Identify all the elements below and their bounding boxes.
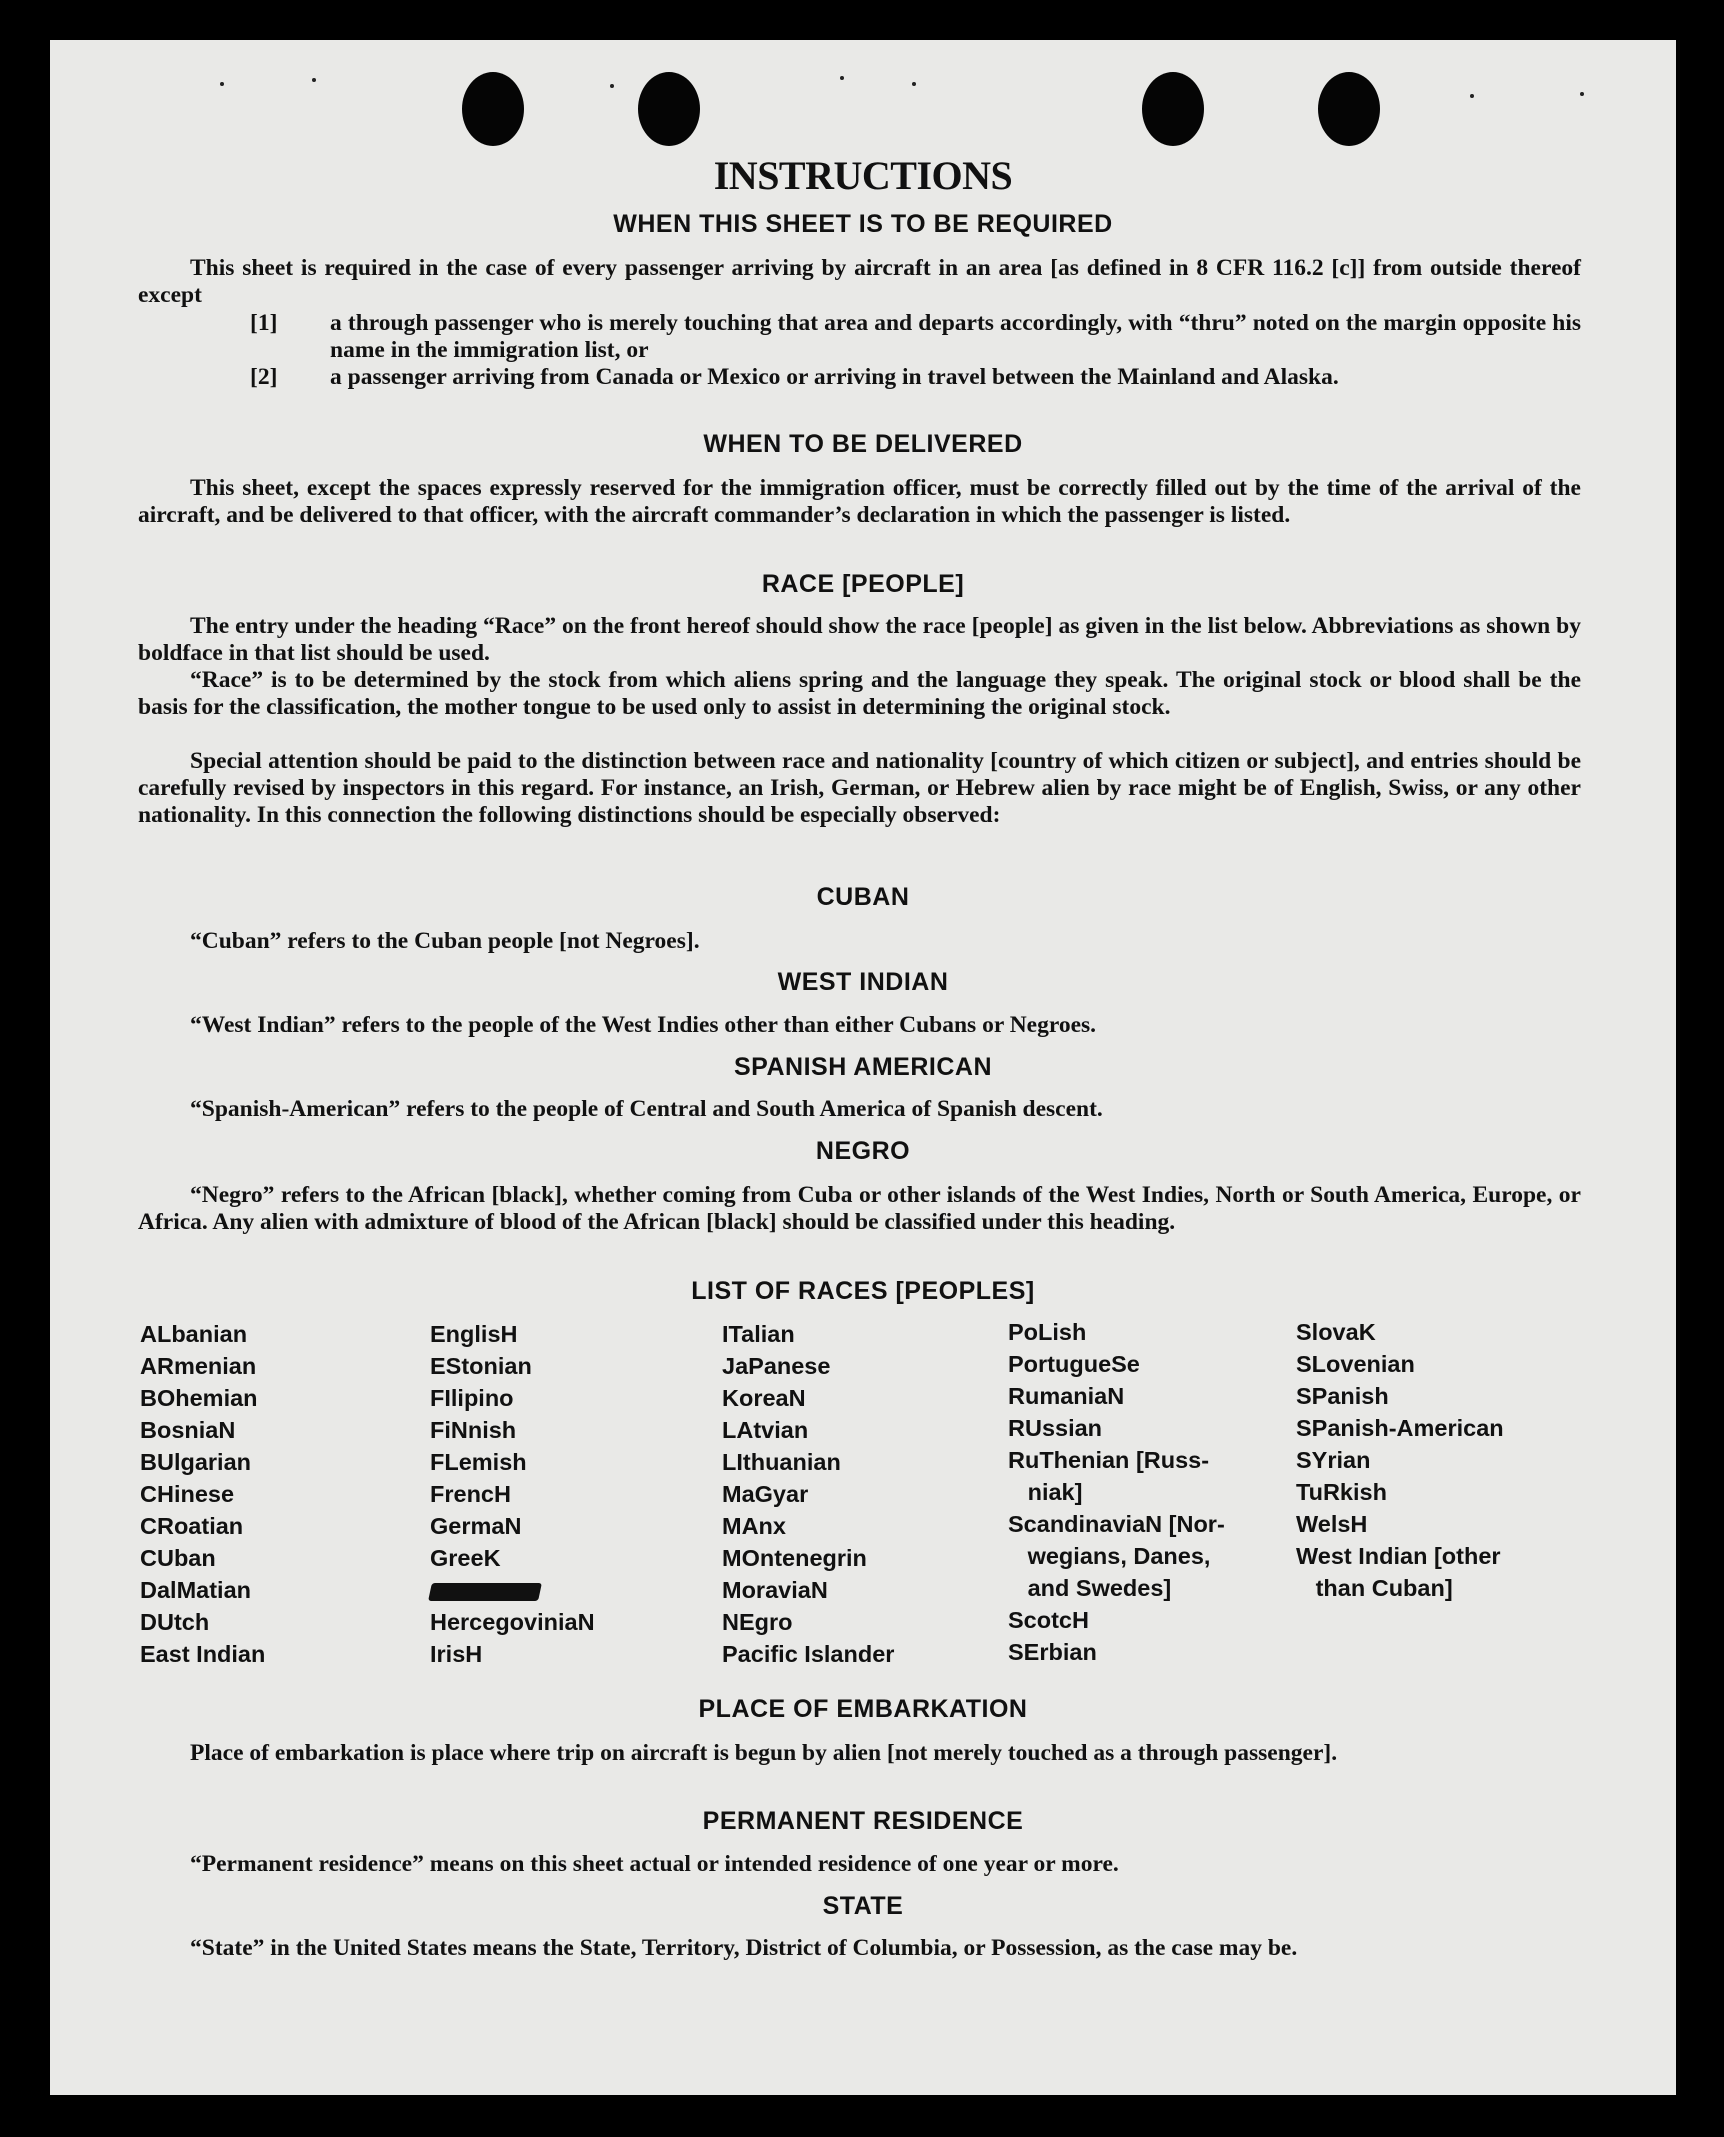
race-item: BOhemian [140,1385,258,1411]
heading-race: RACE [PEOPLE] [761,570,965,598]
heading-permanent-residence: PERMANENT RESIDENCE [702,1807,1024,1835]
race-item: KoreaN [722,1385,806,1411]
item-number: [1] [250,310,278,336]
race-item: BUlgarian [140,1449,251,1475]
race-item: EStonian [430,1353,532,1379]
redacted-entry [430,1574,595,1606]
para-negro: “Negro” refers to the African [black], whether coming from Cuba or other islands of the West Indies, North or South America, Europe, or Africa. Any alien with admixture of blood of the African [black] should be classified under this heading. [138,1182,1581,1235]
race-item: MOntenegrin [722,1545,867,1571]
heading-when-delivered: WHEN TO BE DELIVERED [703,430,1023,458]
race-item: FiNnish [430,1417,517,1443]
race-item: MaGyar [722,1481,809,1507]
race-item: DUtch [140,1609,210,1635]
para-state: “State” in the United States means the State, Territory, District of Columbia, or Possession, as the case may be. [190,1935,1298,1961]
race-item: BosniaN [140,1417,236,1443]
para-race-2: “Race” is to be determined by the stock from which aliens spring and the language they speak. The original stock or blood shall be the basis for the classification, the mother tongue to be used only to assist in determining the original stock. [138,667,1581,720]
race-column-1 [140,1318,265,1670]
race-item: LIthuanian [722,1449,841,1475]
para-race-3: Special attention should be paid to the distinction between race and nationality [country of which citizen or subject], and entries should be carefully revised by inspectors in this regard. For instance, an Irish, German, or Hebrew alien by race might be of English, Swiss, or any other nationality. In this connection the following distinctions should be especially observed: [138,748,1581,828]
race-item: SErbian [1008,1639,1097,1665]
race-item: and Swedes] [1008,1575,1172,1601]
race-item: CUban [140,1545,216,1571]
speck [610,84,614,88]
race-item: SPanish [1296,1383,1389,1409]
heading-cuban: CUBAN [816,883,910,911]
punch-hole [1142,72,1204,146]
race-item: TuRkish [1296,1479,1387,1505]
race-item: ScotcH [1008,1607,1089,1633]
race-item: RuThenian [Russ- [1008,1447,1210,1473]
race-item: RUssian [1008,1415,1103,1441]
race-item: SYrian [1296,1447,1371,1473]
race-item: SPanish-American [1296,1415,1504,1441]
punch-hole [638,72,700,146]
race-item: Pacific Islander [722,1641,895,1667]
race-item: GermaN [430,1513,522,1539]
race-item: JaPanese [722,1353,831,1379]
para-permanent-residence: “Permanent residence” means on this sheet actual or intended residence of one year or more. [190,1851,1119,1877]
race-item: MAnx [722,1513,786,1539]
race-item: FLemish [430,1449,527,1475]
race-column-5 [1296,1316,1504,1604]
race-item: niak] [1008,1479,1083,1505]
race-item: DalMatian [140,1577,251,1603]
race-item: SlovaK [1296,1319,1376,1345]
punch-hole [462,72,524,146]
race-item: LAtvian [722,1417,809,1443]
heading-spanish-american: SPANISH AMERICAN [733,1053,992,1081]
para-west-indian: “West Indian” refers to the people of the West Indies other than either Cubans or Negroes. [190,1012,1097,1038]
para-spanish-american: “Spanish-American” refers to the people of Central and South America of Spanish descent. [190,1096,1103,1122]
item-number: [2] [250,364,278,390]
para-when-delivered: This sheet, except the spaces expressly reserved for the immigration officer, must be correctly filled out by the time of the arrival of the aircraft, and be delivered to that officer, with the aircraft commander’s declaration in which the passenger is listed. [138,475,1581,528]
race-item: East Indian [140,1641,266,1667]
race-item: ALbanian [140,1321,248,1347]
race-item: FrencH [430,1481,511,1507]
race-column-3 [722,1318,894,1670]
para-cuban: “Cuban” refers to the Cuban people [not Negroes]. [190,928,700,954]
race-column-2 [430,1318,595,1670]
race-item: FIlipino [430,1385,514,1411]
para-race-1: The entry under the heading “Race” on the front hereof should show the race [people] as given in the list below. Abbreviations as shown by boldface in that list should be used. [138,613,1581,666]
race-item: MoraviaN [722,1577,828,1603]
race-item: ScandinaviaN [Nor- [1008,1511,1225,1537]
speck [220,82,224,86]
heading-when-required: WHEN THIS SHEET IS TO BE REQUIRED [613,210,1113,238]
race-item: SLovenian [1296,1351,1415,1377]
exception-item-2: a passenger arriving from Canada or Mexico or arriving in travel between the Mainland and Alaska. [330,364,1339,390]
race-item: wegians, Danes, [1008,1543,1211,1569]
race-item: GreeK [430,1545,501,1571]
speck [312,78,316,82]
redaction-mark [428,1583,542,1601]
speck [1470,94,1474,98]
race-item: RumaniaN [1008,1383,1125,1409]
para-when-required: This sheet is required in the case of every passenger arriving by aircraft in an area [as defined in 8 CFR 116.2 [c]] from outside thereof except [138,255,1581,308]
heading-west-indian: WEST INDIAN [777,968,949,996]
heading-state: STATE [822,1892,904,1920]
race-item: PoLish [1008,1319,1087,1345]
speck [912,82,916,86]
heading-negro: NEGRO [815,1137,911,1165]
race-item: IrisH [430,1641,483,1667]
heading-list-of-races: LIST OF RACES [PEOPLES] [691,1277,1035,1305]
race-item: CRoatian [140,1513,244,1539]
punch-hole [1318,72,1380,146]
race-item: ITalian [722,1321,795,1347]
race-item: than Cuban] [1296,1575,1453,1601]
race-item: HercegoviniaN [430,1609,595,1635]
race-item: West Indian [other [1296,1543,1501,1569]
document-title: INSTRUCTIONS [713,153,1013,198]
race-column-4 [1008,1316,1225,1668]
race-item: WelsH [1296,1511,1368,1537]
para-place-of-embarkation: Place of embarkation is place where trip on aircraft is begun by alien [not merely touched as a through passenger]. [190,1740,1338,1766]
race-item: CHinese [140,1481,235,1507]
race-item: NEgro [722,1609,793,1635]
race-item: PortugueSe [1008,1351,1140,1377]
exception-item-1: a through passenger who is merely touching that area and departs accordingly, with “thru” noted on the margin opposite his name in the immigration list, or [330,310,1581,363]
race-item: EnglisH [430,1321,518,1347]
document-page [50,40,1676,2095]
speck [840,76,844,80]
speck [1580,92,1584,96]
race-item: ARmenian [140,1353,257,1379]
heading-place-of-embarkation: PLACE OF EMBARKATION [698,1695,1028,1723]
